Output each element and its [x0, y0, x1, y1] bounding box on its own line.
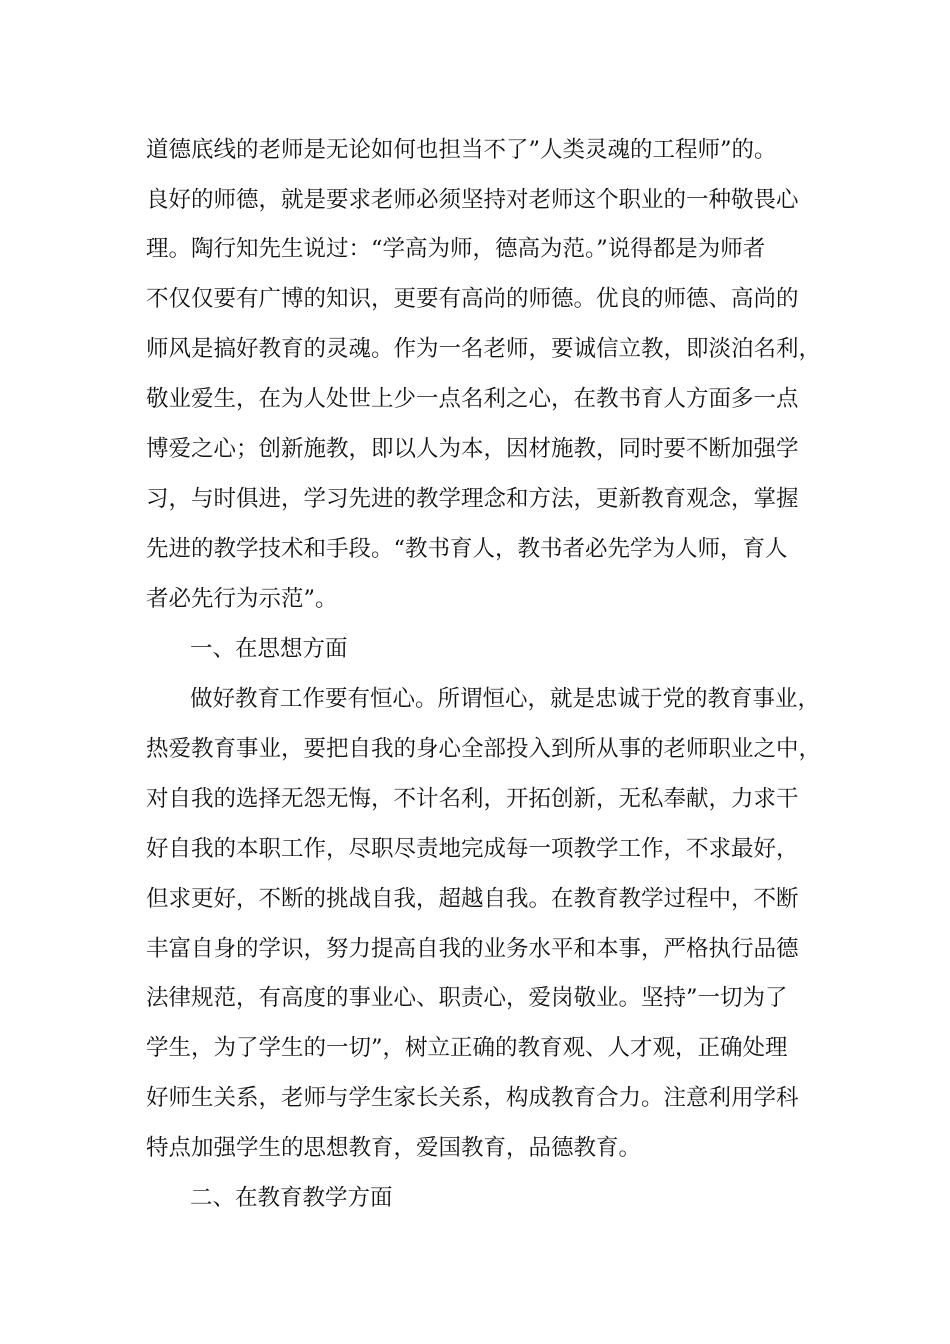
text-line: 做好教育工作要有恒心。所谓恒心，就是忠诚于党的教育事业，	[190, 686, 821, 712]
text-line: 习，与时俱进，学习先进的教学理念和方法，更新教育观念，掌握	[146, 486, 799, 512]
text-line: 敬业爱生，在为人处世上少一点名利之心，在教书育人方面多一点	[146, 386, 799, 412]
text-line: 好自我的本职工作，尽职尽责地完成每一项教学工作，不求最好，	[146, 836, 799, 862]
text-line: 特点加强学生的思想教育，爱国教育，品德教育。	[146, 1135, 642, 1161]
text-line: 丰富自身的学识，努力提高自我的业务水平和本事，严格执行品德	[146, 936, 799, 962]
text-line: 良好的师德，就是要求老师必须坚持对老师这个职业的一种敬畏心	[146, 187, 799, 213]
text-line: 好师生关系，老师与学生家长关系，构成教育合力。注意利用学科	[146, 1085, 799, 1111]
text-line: 道德底线的老师是无论如何也担当不了”人类灵魂的工程师”的。	[146, 137, 777, 163]
text-line: 师风是搞好教育的灵魂。作为一名老师，要诚信立教，即淡泊名利，	[146, 336, 822, 362]
text-line: 先进的教学技术和手段。“教书育人，教书者必先学为人师，育人	[146, 536, 788, 562]
text-line: 法律规范，有高度的事业心、职责心，爱岗敬业。坚持”一切为了	[146, 985, 788, 1011]
text-line: 学生，为了学生的一切”，树立正确的教育观、人才观，正确处理	[146, 1035, 788, 1061]
text-line: 热爱教育事业，要把自我的身心全部投入到所从事的老师职业之中，	[146, 736, 822, 762]
text-line: 不仅仅要有广博的知识，更要有高尚的师德。优良的师德、高尚的	[146, 286, 799, 312]
text-line: 但求更好，不断的挑战自我，超越自我。在教育教学过程中，不断	[146, 886, 799, 912]
section-heading: 一、在思想方面	[190, 636, 348, 662]
text-line: 对自我的选择无怨无悔，不计名利，开拓创新，无私奉献，力求干	[146, 786, 799, 812]
text-line: 博爱之心；创新施教，即以人为本，因材施教，同时要不断加强学	[146, 436, 799, 462]
section-heading: 二、在教育教学方面	[190, 1185, 393, 1211]
text-line: 者必先行为示范”。	[146, 586, 338, 612]
text-line: 理。陶行知先生说过：“学高为师，德高为范。”说得都是为师者	[146, 236, 766, 262]
